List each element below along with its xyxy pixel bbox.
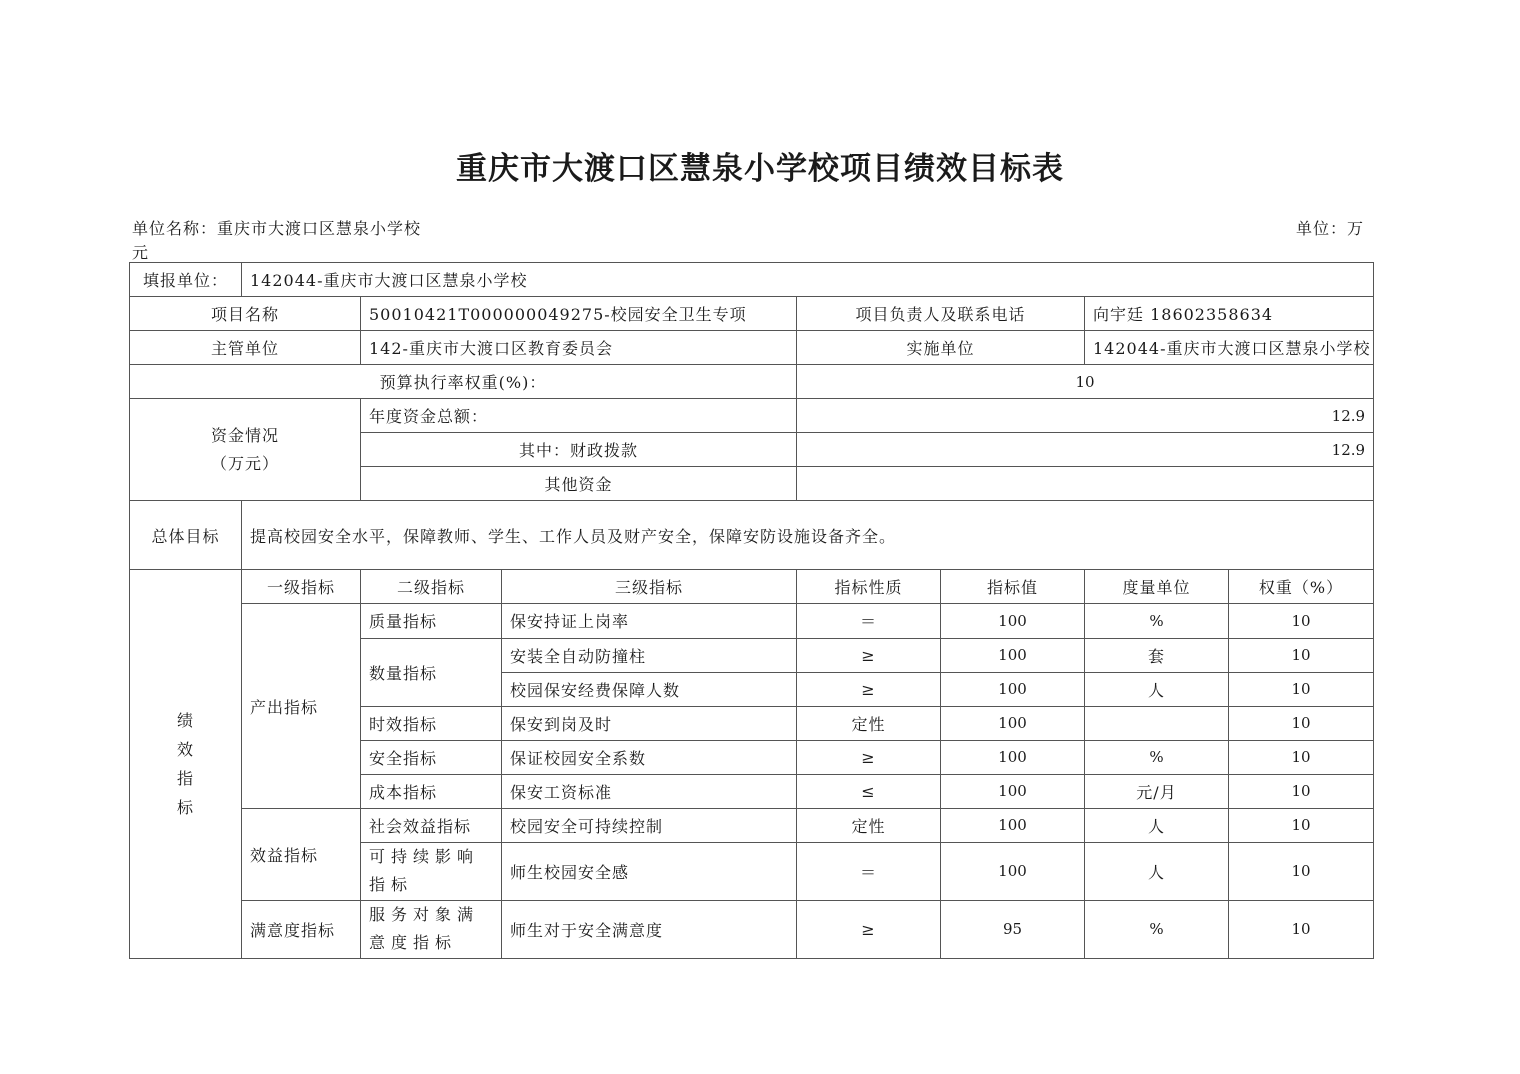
indicator-value: 100 <box>941 638 1085 672</box>
project-name-value: 50010421T000000049275-校园安全卫生专项 <box>361 297 797 331</box>
filing-unit-value: 142044-重庆市大渡口区慧泉小学校 <box>242 263 1374 297</box>
funds-total-label: 年度资金总额： <box>361 399 797 433</box>
indicator-nature: ＝ <box>797 842 941 900</box>
filing-unit-row <box>130 263 1374 297</box>
table-row <box>130 900 1374 958</box>
indicator-unit: 人 <box>1085 842 1229 900</box>
indicator-nature: ≥ <box>797 672 941 706</box>
supervisor-row <box>130 331 1374 365</box>
indicator-nature: ≥ <box>797 740 941 774</box>
supervisor-value: 142-重庆市大渡口区教育委员会 <box>361 331 797 365</box>
section-char-3: 指 <box>176 769 194 789</box>
level2-social: 社会效益指标 <box>361 808 502 842</box>
contact-label: 项目负责人及联系电话 <box>797 297 1085 331</box>
level2-service: 服务对象满意度指标 <box>361 900 502 958</box>
performance-table <box>129 262 1374 959</box>
indicator-name: 保安工资标准 <box>502 774 797 808</box>
unit-name-overflow: 元 <box>132 243 149 262</box>
goal-row <box>130 501 1374 570</box>
indicator-unit: % <box>1085 900 1229 958</box>
header-value: 指标值 <box>941 570 1085 604</box>
currency-label: 单位：万 <box>1296 219 1365 238</box>
indicator-nature: 定性 <box>797 706 941 740</box>
indicator-weight: 10 <box>1229 638 1374 672</box>
indicator-weight: 10 <box>1229 774 1374 808</box>
indicator-value: 100 <box>941 842 1085 900</box>
indicator-value: 100 <box>941 706 1085 740</box>
indicator-value: 100 <box>941 740 1085 774</box>
contact-value: 向宇廷 18602358634 <box>1085 297 1374 331</box>
section-char-4: 标 <box>176 798 194 818</box>
header-nature: 指标性质 <box>797 570 941 604</box>
project-name-row <box>130 297 1374 331</box>
indicator-value: 100 <box>941 774 1085 808</box>
budget-weight-row <box>130 365 1374 399</box>
header-weight: 权重（%） <box>1229 570 1374 604</box>
indicator-nature: 定性 <box>797 808 941 842</box>
level2-sustainable: 可持续影响指标 <box>361 842 502 900</box>
indicator-nature: ≥ <box>797 900 941 958</box>
level2-quantity: 数量指标 <box>361 638 502 706</box>
funds-total-row <box>130 399 1374 433</box>
page-title: 重庆市大渡口区慧泉小学校项目绩效目标表 <box>456 151 1064 187</box>
indicator-weight: 10 <box>1229 740 1374 774</box>
header-level3: 三级指标 <box>502 570 797 604</box>
indicator-name: 校园安全可持续控制 <box>502 808 797 842</box>
indicator-unit <box>1085 706 1229 740</box>
indicator-name: 校园保安经费保障人数 <box>502 672 797 706</box>
group-benefit: 效益指标 <box>242 808 361 900</box>
indicator-unit: % <box>1085 740 1229 774</box>
funds-other-value <box>797 467 1374 501</box>
filing-unit-label: 填报单位： <box>130 263 242 297</box>
funds-other-label: 其他资金 <box>361 467 797 501</box>
indicator-unit: 人 <box>1085 672 1229 706</box>
indicator-weight: 10 <box>1229 900 1374 958</box>
section-char-1: 绩 <box>176 711 194 731</box>
indicator-section-label <box>130 570 242 959</box>
section-char-2: 效 <box>176 740 194 760</box>
indicator-name: 师生对于安全满意度 <box>502 900 797 958</box>
indicator-name: 保安持证上岗率 <box>502 604 797 638</box>
goal-label: 总体目标 <box>130 501 242 570</box>
indicator-unit: 套 <box>1085 638 1229 672</box>
funds-label-line1: 资金情况 <box>210 425 279 445</box>
budget-weight-value: 10 <box>797 365 1374 399</box>
indicator-name: 安装全自动防撞柱 <box>502 638 797 672</box>
indicator-nature: ≥ <box>797 638 941 672</box>
indicator-unit: % <box>1085 604 1229 638</box>
indicator-value: 100 <box>941 604 1085 638</box>
funds-fiscal-value: 12.9 <box>797 433 1374 467</box>
funds-section-label <box>130 399 361 501</box>
header-level1: 一级指标 <box>242 570 361 604</box>
table-row <box>130 808 1374 842</box>
indicator-weight: 10 <box>1229 808 1374 842</box>
indicator-name: 师生校园安全感 <box>502 842 797 900</box>
project-name-label: 项目名称 <box>130 297 361 331</box>
funds-fiscal-label: 其中：财政拨款 <box>361 433 797 467</box>
indicator-value: 95 <box>941 900 1085 958</box>
indicator-weight: 10 <box>1229 604 1374 638</box>
goal-text: 提高校园安全水平，保障教师、学生、工作人员及财产安全，保障安防设施设备齐全。 <box>242 501 1374 570</box>
indicator-weight: 10 <box>1229 706 1374 740</box>
indicator-name: 保安到岗及时 <box>502 706 797 740</box>
implementer-label: 实施单位 <box>797 331 1085 365</box>
indicator-nature: ≤ <box>797 774 941 808</box>
table-row <box>130 604 1374 638</box>
budget-weight-label: 预算执行率权重(%)： <box>130 365 797 399</box>
level2-safety: 安全指标 <box>361 740 502 774</box>
group-satisfaction: 满意度指标 <box>242 900 361 958</box>
indicator-value: 100 <box>941 672 1085 706</box>
group-output: 产出指标 <box>242 604 361 808</box>
supervisor-label: 主管单位 <box>130 331 361 365</box>
funds-total-value: 12.9 <box>797 399 1374 433</box>
unit-name-label: 单位名称：重庆市大渡口区慧泉小学校 <box>132 219 422 238</box>
indicator-weight: 10 <box>1229 672 1374 706</box>
indicator-unit: 人 <box>1085 808 1229 842</box>
indicator-nature: ＝ <box>797 604 941 638</box>
header-unit: 度量单位 <box>1085 570 1229 604</box>
level2-timeliness: 时效指标 <box>361 706 502 740</box>
header-level2: 二级指标 <box>361 570 502 604</box>
level2-cost: 成本指标 <box>361 774 502 808</box>
indicator-weight: 10 <box>1229 842 1374 900</box>
funds-label-line2: （万元） <box>210 453 279 473</box>
level2-quality: 质量指标 <box>361 604 502 638</box>
indicator-name: 保证校园安全系数 <box>502 740 797 774</box>
indicator-unit: 元/月 <box>1085 774 1229 808</box>
implementer-value: 142044-重庆市大渡口区慧泉小学校 <box>1085 331 1374 365</box>
indicator-header-row <box>130 570 1374 604</box>
indicator-value: 100 <box>941 808 1085 842</box>
